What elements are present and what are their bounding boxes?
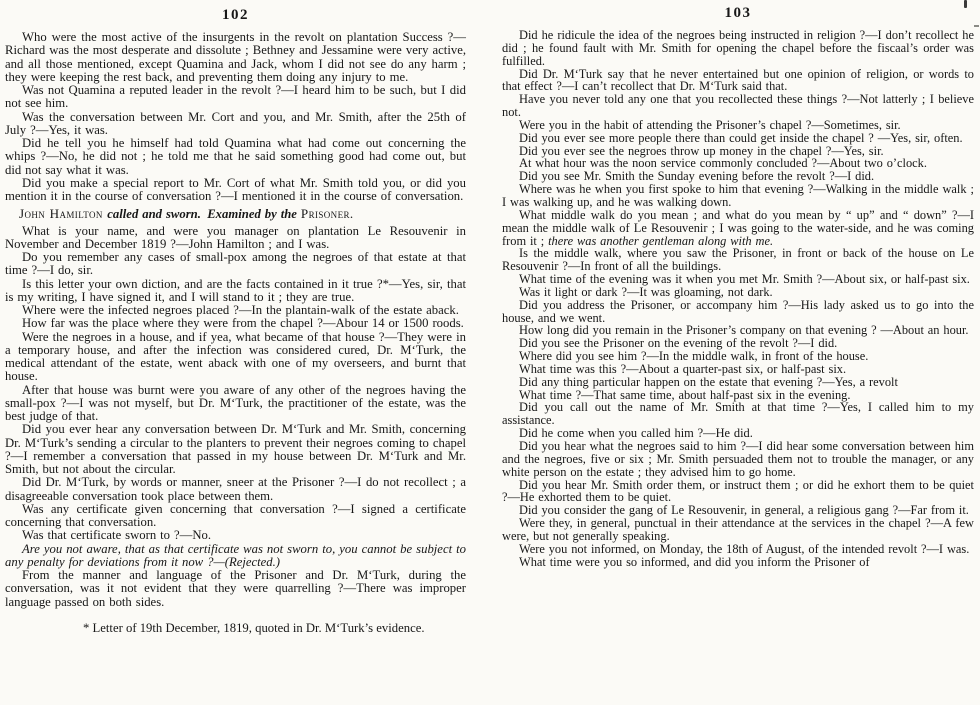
text-segment: What middle walk do you mean ; and what do you mean by “ up” and “ down” ?—I mean the middle walk of Le Resouvenir ; I was going to the water-side, and he was coming from it ; — [502, 207, 974, 248]
text-segment: Did you call out the name of Mr. Smith at that time ?—Yes, I called him to my assistance. — [502, 400, 974, 428]
qa-paragraph — [5, 84, 466, 111]
text-segment: Did Dr. M‘Turk say that he never entertained but one opinion of religion, or words to that effect ?—I can’t recollect that Dr. M‘Turk said that. — [502, 66, 974, 94]
text-segment: Is this letter your own diction, and are the facts contained in it true ?*—Yes, sir, that is my writing, I have signed it, and I will stand to it ; they are true. — [5, 276, 466, 304]
qa-paragraph — [502, 556, 974, 569]
text-segment: Were you in the habit of attending the Prisoner’s chapel ?—Sometimes, sir. — [519, 117, 901, 132]
qa-paragraph — [502, 183, 974, 209]
text-segment: Were the negroes in a house, and if yea, what became of that house ?—They were in a temporary house, and after the infection was considered cured, Dr. M‘Turk, the medical attendant of the estate, went aback with one of my overseers, and burnt that house. — [5, 329, 466, 384]
text-segment: John Hamilton — [19, 206, 108, 222]
qa-paragraph — [502, 68, 974, 94]
text-segment: Were they, in general, punctual in their attendance at the services in the chapel ?—A few were, but not generally speaking. — [502, 516, 974, 543]
text-segment: Where did you see him ?—In the middle walk, in front of the house. — [519, 349, 869, 364]
page-102-text — [5, 31, 466, 609]
qa-paragraph — [502, 517, 974, 543]
text-segment: After that house was burnt were you aware of any other of the negroes having the small-pox ?—I was not myself, but Dr. M‘Turk, the practitioner of the estate, was the best judge of that. — [5, 382, 466, 423]
text-segment: Where were the infected negroes placed ?—In the plantain-walk of the estate aback. — [22, 303, 459, 317]
text-segment: Did you see the Prisoner on the evening of the revolt ?—I did. — [519, 336, 838, 351]
text-segment: Was the conversation between Mr. Cort and you, and Mr. Smith, after the 25th of July ?—Yes, it was. — [5, 109, 466, 137]
qa-paragraph — [5, 384, 466, 424]
qa-paragraph — [5, 304, 466, 317]
text-segment: From the manner and language of the Prisoner and Dr. M‘Turk, during the conversation, was it not evident that they were quarrelling ?—There was improper language passed on both sides. — [5, 568, 466, 609]
text-segment: At what hour was the noon service commonly concluded ?—About two o’clock. — [519, 156, 927, 171]
text-segment: Did he ridicule the idea of the negroes being instructed in religion ?—I don’t recollect he did ; he found fault with Mr. Smith for opening the chapel before the fiscaal’s order was fulfilled. — [502, 28, 974, 68]
text-segment: Did any thing particular happen on the estate that evening ?—Yes, a revolt — [519, 374, 898, 389]
text-segment: Was any certificate given concerning that conversation ?—I signed a certificate concerning that conversation. — [5, 501, 466, 529]
text-segment: Do you remember any cases of small-pox among the negroes of that estate at that time ?—I do, sir. — [5, 250, 466, 278]
text-segment: Did you hear what the negroes said to him ?—I did hear some conversation between him and the negroes, five or six ; Mr. Smith persuaded them not to trouble the manager, or any white person on the estate ; they advised him to go home. — [502, 439, 974, 479]
qa-paragraph — [5, 251, 466, 278]
qa-paragraph — [5, 137, 466, 177]
text-segment: Have you never told any one that you recollected these things ?—Not latterly ; I believe not. — [502, 92, 974, 120]
text-segment: What time was this ?—About a quarter-past six, or half-past six. — [519, 361, 847, 376]
qa-paragraph — [502, 401, 974, 427]
text-segment: Did he tell you he himself had told Quamina what had come out concerning the whips ?—No, he did not ; he told me that he said something good had come out, but did not say what it was. — [5, 136, 466, 177]
qa-paragraph — [502, 440, 974, 479]
text-segment: called and sworn. Examined by the — [107, 207, 301, 222]
qa-paragraph — [5, 529, 466, 542]
page-102-footnote: * Letter of 19th December, 1819, quoted in Dr. M‘Turk’s evidence. — [83, 620, 425, 635]
text-segment: What time were you so informed, and did you inform the Prisoner of — [519, 554, 870, 569]
text-segment: Did Dr. M‘Turk, by words or manner, sneer at the Prisoner ?—I do not recollect ; a disagreeable conversation took place between them. — [5, 475, 466, 503]
qa-paragraph — [502, 247, 974, 273]
qa-paragraph — [502, 209, 974, 248]
page-number-right: 103 — [724, 5, 752, 21]
qa-paragraph — [5, 331, 466, 384]
qa-paragraph — [5, 569, 466, 609]
text-segment: Did you hear Mr. Smith order them, or instruct them ; or did he exhort them to be quiet ?—He exhorted them to be quiet. — [502, 477, 974, 505]
qa-paragraph — [5, 278, 466, 305]
text-segment: Was that certificate sworn to ?—No. — [22, 528, 211, 543]
text-segment: Did you ever hear any conversation between Dr. M‘Turk and Mr. Smith, concerning Dr. M‘Turk’s sending a circular to the planters to prevent their negroes coming to chapel ?—I remember a conversation that passed in my house between Dr. M‘Turk and Mr. Smith, but not about the circular. — [5, 422, 466, 476]
text-segment: Was not Quamina a reputed leader in the revolt ?—I heard him to be such, but I did not see him. — [5, 83, 466, 111]
text-segment: Are you not aware, that as that certificate was not sworn to, you cannot be subject to any penalty for deviations from it now ?—(Rejected.) — [5, 541, 466, 569]
qa-paragraph — [5, 543, 466, 570]
text-segment: there was another gentleman along with me. — [548, 233, 774, 248]
scan-artifact-mark — [964, 0, 967, 8]
text-segment: Who were the most active of the insurgents in the revolt on plantation Success ?—Richard was the most desperate and dissolute ; Bethney and Jessamine were very active, and all those mentioned, except Quamina and Jack, whom I did not see do any harm ; they were keeping the rest back, and preventing them doing any injury to me. — [5, 30, 466, 84]
qa-paragraph — [502, 299, 974, 325]
text-segment: What time of the evening was it when you met Mr. Smith ?—About six, or half-past six. — [519, 272, 970, 287]
text-segment: Did he come when you called him ?—He did. — [519, 426, 753, 441]
qa-paragraph — [5, 225, 466, 252]
qa-paragraph — [5, 111, 466, 138]
text-segment: Is the middle walk, where you saw the Prisoner, in front or back of the house on Le Resouvenir ?—In front of all the buildings. — [502, 246, 974, 274]
qa-paragraph — [502, 29, 974, 68]
page-103-text — [502, 29, 974, 568]
scan-artifact-speck — [974, 25, 979, 27]
text-segment: Was it light or dark ?—It was gloaming, not dark. — [519, 284, 773, 299]
text-segment: Did you ever see the negroes throw up money in the chapel ?—Yes, sir. — [519, 143, 884, 158]
qa-paragraph — [5, 317, 466, 330]
text-segment: Did you address the Prisoner, or accompany him ?—His lady asked us to go into the house, and we went. — [502, 297, 974, 325]
qa-paragraph — [5, 177, 466, 204]
page-number-left: 102 — [222, 7, 249, 23]
witness-heading — [5, 207, 466, 221]
text-segment: What is your name, and were you manager on plantation Le Resouvenir in November and December 1819 ?—John Hamilton ; and I was. — [5, 223, 466, 251]
text-segment: Did you ever see more people there than could get inside the chapel ? —Yes, sir, often. — [519, 130, 963, 145]
text-segment: Did you make a special report to Mr. Cort of what Mr. Smith told you, or did you mention it in the course of conversation ?—I mentioned it in the course of conversation. — [5, 175, 466, 203]
text-segment: Did you consider the gang of Le Resouvenir, in general, a religious gang ?—Far from it. — [519, 503, 969, 518]
text-segment: Did you see Mr. Smith the Sunday evening before the revolt ?—I did. — [519, 169, 875, 184]
text-segment: Prisoner. — [300, 206, 354, 222]
text-segment: Were you not informed, on Monday, the 18th of August, of the intended revolt ?—I was. — [519, 541, 970, 556]
page-103 — [490, 0, 980, 705]
text-segment: Where was he when you first spoke to him that evening ?—Walking in the middle walk ; I was walking up, and he was walking down. — [502, 182, 974, 209]
qa-paragraph — [5, 31, 466, 84]
text-segment: What time ?—That same time, about half-past six in the evening. — [519, 387, 851, 402]
text-segment: How long did you remain in the Prisoner’s company on that evening ? —About an hour. — [519, 323, 969, 338]
qa-paragraph — [5, 503, 466, 530]
qa-paragraph — [502, 93, 974, 119]
qa-paragraph — [5, 423, 466, 476]
text-segment: How far was the place where they were from the chapel ?—Abour 14 or 1500 roods. — [22, 316, 464, 331]
qa-paragraph — [5, 476, 466, 503]
qa-paragraph — [502, 479, 974, 505]
